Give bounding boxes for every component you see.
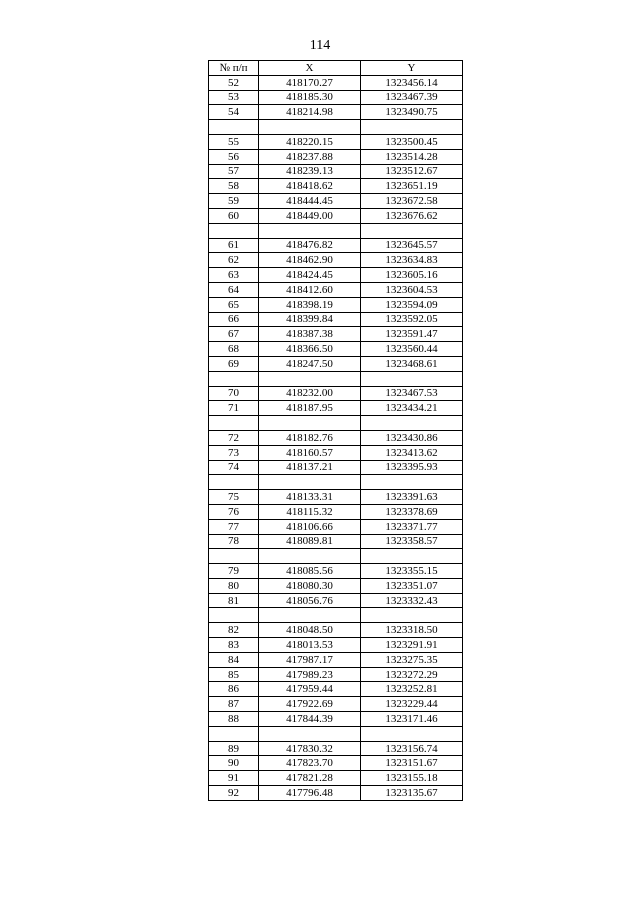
table-row (209, 741, 463, 756)
table-row (209, 120, 463, 135)
point-number-cell: 76 (209, 504, 259, 519)
y-coordinate-cell: 1323156.74 (361, 741, 463, 756)
point-number-cell: 91 (209, 771, 259, 786)
y-coordinate-cell (361, 416, 463, 431)
point-number-cell: 75 (209, 490, 259, 505)
table-row (209, 149, 463, 164)
point-number-cell: 79 (209, 564, 259, 579)
y-coordinate-cell: 1323430.86 (361, 430, 463, 445)
table-row (209, 105, 463, 120)
y-coordinate-cell: 1323500.45 (361, 134, 463, 149)
column-header-x: X (259, 61, 361, 76)
point-number-cell (209, 371, 259, 386)
y-coordinate-cell: 1323275.35 (361, 652, 463, 667)
point-number-cell: 59 (209, 194, 259, 209)
table-row (209, 549, 463, 564)
point-number-cell: 69 (209, 356, 259, 371)
x-coordinate-cell: 418399.84 (259, 312, 361, 327)
x-coordinate-cell (259, 371, 361, 386)
table-row (209, 519, 463, 534)
y-coordinate-cell: 1323560.44 (361, 342, 463, 357)
point-number-cell (209, 416, 259, 431)
table-row (209, 430, 463, 445)
y-coordinate-cell: 1323318.50 (361, 623, 463, 638)
x-coordinate-cell: 418089.81 (259, 534, 361, 549)
x-coordinate-cell: 418239.13 (259, 164, 361, 179)
y-coordinate-cell: 1323512.67 (361, 164, 463, 179)
table-row (209, 238, 463, 253)
y-coordinate-cell: 1323355.15 (361, 564, 463, 579)
point-number-cell (209, 549, 259, 564)
table-row (209, 608, 463, 623)
point-number-cell: 86 (209, 682, 259, 697)
y-coordinate-cell (361, 120, 463, 135)
table-row (209, 416, 463, 431)
point-number-cell: 54 (209, 105, 259, 120)
point-number-cell: 55 (209, 134, 259, 149)
x-coordinate-cell: 418214.98 (259, 105, 361, 120)
table-row (209, 786, 463, 801)
x-coordinate-cell (259, 549, 361, 564)
y-coordinate-cell: 1323229.44 (361, 697, 463, 712)
x-coordinate-cell (259, 726, 361, 741)
y-coordinate-cell: 1323591.47 (361, 327, 463, 342)
x-coordinate-cell: 418237.88 (259, 149, 361, 164)
x-coordinate-cell: 417989.23 (259, 667, 361, 682)
point-number-cell: 88 (209, 712, 259, 727)
point-number-cell: 66 (209, 312, 259, 327)
y-coordinate-cell: 1323467.39 (361, 90, 463, 105)
table-row (209, 268, 463, 283)
y-coordinate-cell: 1323514.28 (361, 149, 463, 164)
y-coordinate-cell: 1323676.62 (361, 208, 463, 223)
table-row (209, 756, 463, 771)
y-coordinate-cell (361, 223, 463, 238)
x-coordinate-cell: 418232.00 (259, 386, 361, 401)
table-row (209, 712, 463, 727)
y-coordinate-cell: 1323378.69 (361, 504, 463, 519)
point-number-cell (209, 475, 259, 490)
x-coordinate-cell: 418444.45 (259, 194, 361, 209)
table-row (209, 386, 463, 401)
table-row (209, 623, 463, 638)
y-coordinate-cell: 1323645.57 (361, 238, 463, 253)
x-coordinate-cell: 418182.76 (259, 430, 361, 445)
y-coordinate-cell: 1323434.21 (361, 401, 463, 416)
y-coordinate-cell: 1323252.81 (361, 682, 463, 697)
table-row (209, 578, 463, 593)
coordinates-table (208, 60, 463, 801)
y-coordinate-cell: 1323351.07 (361, 578, 463, 593)
x-coordinate-cell: 418137.21 (259, 460, 361, 475)
table-row (209, 134, 463, 149)
x-coordinate-cell: 417823.70 (259, 756, 361, 771)
y-coordinate-cell (361, 549, 463, 564)
point-number-cell: 58 (209, 179, 259, 194)
x-coordinate-cell: 418220.15 (259, 134, 361, 149)
y-coordinate-cell: 1323371.77 (361, 519, 463, 534)
table-row (209, 682, 463, 697)
point-number-cell: 87 (209, 697, 259, 712)
point-number-cell (209, 608, 259, 623)
point-number-cell: 73 (209, 445, 259, 460)
x-coordinate-cell: 418462.90 (259, 253, 361, 268)
x-coordinate-cell: 417987.17 (259, 652, 361, 667)
table-body (209, 75, 463, 800)
x-coordinate-cell: 417796.48 (259, 786, 361, 801)
x-coordinate-cell: 418476.82 (259, 238, 361, 253)
point-number-cell: 53 (209, 90, 259, 105)
table-row (209, 356, 463, 371)
table-row (209, 371, 463, 386)
x-coordinate-cell (259, 608, 361, 623)
table-row (209, 593, 463, 608)
x-coordinate-cell: 418085.56 (259, 564, 361, 579)
point-number-cell: 72 (209, 430, 259, 445)
x-coordinate-cell: 417844.39 (259, 712, 361, 727)
table-row (209, 667, 463, 682)
column-header-y: Y (361, 61, 463, 76)
table-row (209, 534, 463, 549)
table-row (209, 726, 463, 741)
y-coordinate-cell: 1323604.53 (361, 282, 463, 297)
y-coordinate-cell: 1323291.91 (361, 638, 463, 653)
x-coordinate-cell: 418424.45 (259, 268, 361, 283)
table-row (209, 342, 463, 357)
x-coordinate-cell: 418418.62 (259, 179, 361, 194)
x-coordinate-cell: 418449.00 (259, 208, 361, 223)
point-number-cell: 65 (209, 297, 259, 312)
x-coordinate-cell: 418080.30 (259, 578, 361, 593)
y-coordinate-cell: 1323135.67 (361, 786, 463, 801)
point-number-cell: 74 (209, 460, 259, 475)
point-number-cell: 62 (209, 253, 259, 268)
x-coordinate-cell (259, 120, 361, 135)
table-row (209, 75, 463, 90)
x-coordinate-cell: 418387.38 (259, 327, 361, 342)
table-row (209, 297, 463, 312)
x-coordinate-cell: 418412.60 (259, 282, 361, 297)
y-coordinate-cell (361, 371, 463, 386)
y-coordinate-cell: 1323468.61 (361, 356, 463, 371)
y-coordinate-cell: 1323634.83 (361, 253, 463, 268)
y-coordinate-cell: 1323332.43 (361, 593, 463, 608)
point-number-cell: 92 (209, 786, 259, 801)
point-number-cell: 80 (209, 578, 259, 593)
x-coordinate-cell: 418366.50 (259, 342, 361, 357)
point-number-cell: 78 (209, 534, 259, 549)
y-coordinate-cell (361, 475, 463, 490)
point-number-cell: 82 (209, 623, 259, 638)
x-coordinate-cell: 417821.28 (259, 771, 361, 786)
y-coordinate-cell: 1323151.67 (361, 756, 463, 771)
y-coordinate-cell: 1323413.62 (361, 445, 463, 460)
point-number-cell (209, 120, 259, 135)
point-number-cell: 63 (209, 268, 259, 283)
x-coordinate-cell: 418115.32 (259, 504, 361, 519)
y-coordinate-cell: 1323467.53 (361, 386, 463, 401)
table-row (209, 445, 463, 460)
x-coordinate-cell: 417922.69 (259, 697, 361, 712)
y-coordinate-cell: 1323456.14 (361, 75, 463, 90)
y-coordinate-cell: 1323651.19 (361, 179, 463, 194)
table-row (209, 253, 463, 268)
point-number-cell: 61 (209, 238, 259, 253)
x-coordinate-cell: 418170.27 (259, 75, 361, 90)
table-row (209, 208, 463, 223)
point-number-cell: 85 (209, 667, 259, 682)
x-coordinate-cell (259, 475, 361, 490)
y-coordinate-cell: 1323171.46 (361, 712, 463, 727)
table-row (209, 490, 463, 505)
y-coordinate-cell (361, 726, 463, 741)
table-row (209, 652, 463, 667)
point-number-cell: 64 (209, 282, 259, 297)
x-coordinate-cell: 417830.32 (259, 741, 361, 756)
table-row (209, 638, 463, 653)
table-row (209, 327, 463, 342)
x-coordinate-cell: 418133.31 (259, 490, 361, 505)
point-number-cell (209, 223, 259, 238)
y-coordinate-cell: 1323605.16 (361, 268, 463, 283)
table-row (209, 460, 463, 475)
page-number: 114 (309, 38, 331, 53)
x-coordinate-cell: 418106.66 (259, 519, 361, 534)
x-coordinate-cell: 418187.95 (259, 401, 361, 416)
column-header-number: № п/п (209, 61, 259, 76)
point-number-cell: 77 (209, 519, 259, 534)
table-row (209, 194, 463, 209)
point-number-cell: 71 (209, 401, 259, 416)
y-coordinate-cell: 1323592.05 (361, 312, 463, 327)
point-number-cell: 84 (209, 652, 259, 667)
y-coordinate-cell: 1323391.63 (361, 490, 463, 505)
y-coordinate-cell: 1323272.29 (361, 667, 463, 682)
y-coordinate-cell (361, 608, 463, 623)
y-coordinate-cell: 1323594.09 (361, 297, 463, 312)
y-coordinate-cell: 1323395.93 (361, 460, 463, 475)
point-number-cell: 81 (209, 593, 259, 608)
point-number-cell (209, 726, 259, 741)
x-coordinate-cell: 418013.53 (259, 638, 361, 653)
table-row (209, 312, 463, 327)
table-row (209, 282, 463, 297)
point-number-cell: 89 (209, 741, 259, 756)
x-coordinate-cell (259, 416, 361, 431)
table-row (209, 564, 463, 579)
table-row (209, 179, 463, 194)
table-row (209, 223, 463, 238)
point-number-cell: 83 (209, 638, 259, 653)
x-coordinate-cell: 418185.30 (259, 90, 361, 105)
y-coordinate-cell: 1323672.58 (361, 194, 463, 209)
y-coordinate-cell: 1323155.18 (361, 771, 463, 786)
point-number-cell: 67 (209, 327, 259, 342)
x-coordinate-cell: 418048.50 (259, 623, 361, 638)
point-number-cell: 70 (209, 386, 259, 401)
point-number-cell: 52 (209, 75, 259, 90)
x-coordinate-cell (259, 223, 361, 238)
table-row (209, 771, 463, 786)
table-header-row (209, 61, 463, 76)
x-coordinate-cell: 417959.44 (259, 682, 361, 697)
point-number-cell: 56 (209, 149, 259, 164)
table-row (209, 504, 463, 519)
table-row (209, 164, 463, 179)
point-number-cell: 60 (209, 208, 259, 223)
point-number-cell: 90 (209, 756, 259, 771)
table-row (209, 697, 463, 712)
y-coordinate-cell: 1323358.57 (361, 534, 463, 549)
point-number-cell: 57 (209, 164, 259, 179)
table-row (209, 401, 463, 416)
table-row (209, 475, 463, 490)
x-coordinate-cell: 418247.50 (259, 356, 361, 371)
x-coordinate-cell: 418398.19 (259, 297, 361, 312)
point-number-cell: 68 (209, 342, 259, 357)
x-coordinate-cell: 418160.57 (259, 445, 361, 460)
x-coordinate-cell: 418056.76 (259, 593, 361, 608)
y-coordinate-cell: 1323490.75 (361, 105, 463, 120)
table-row (209, 90, 463, 105)
